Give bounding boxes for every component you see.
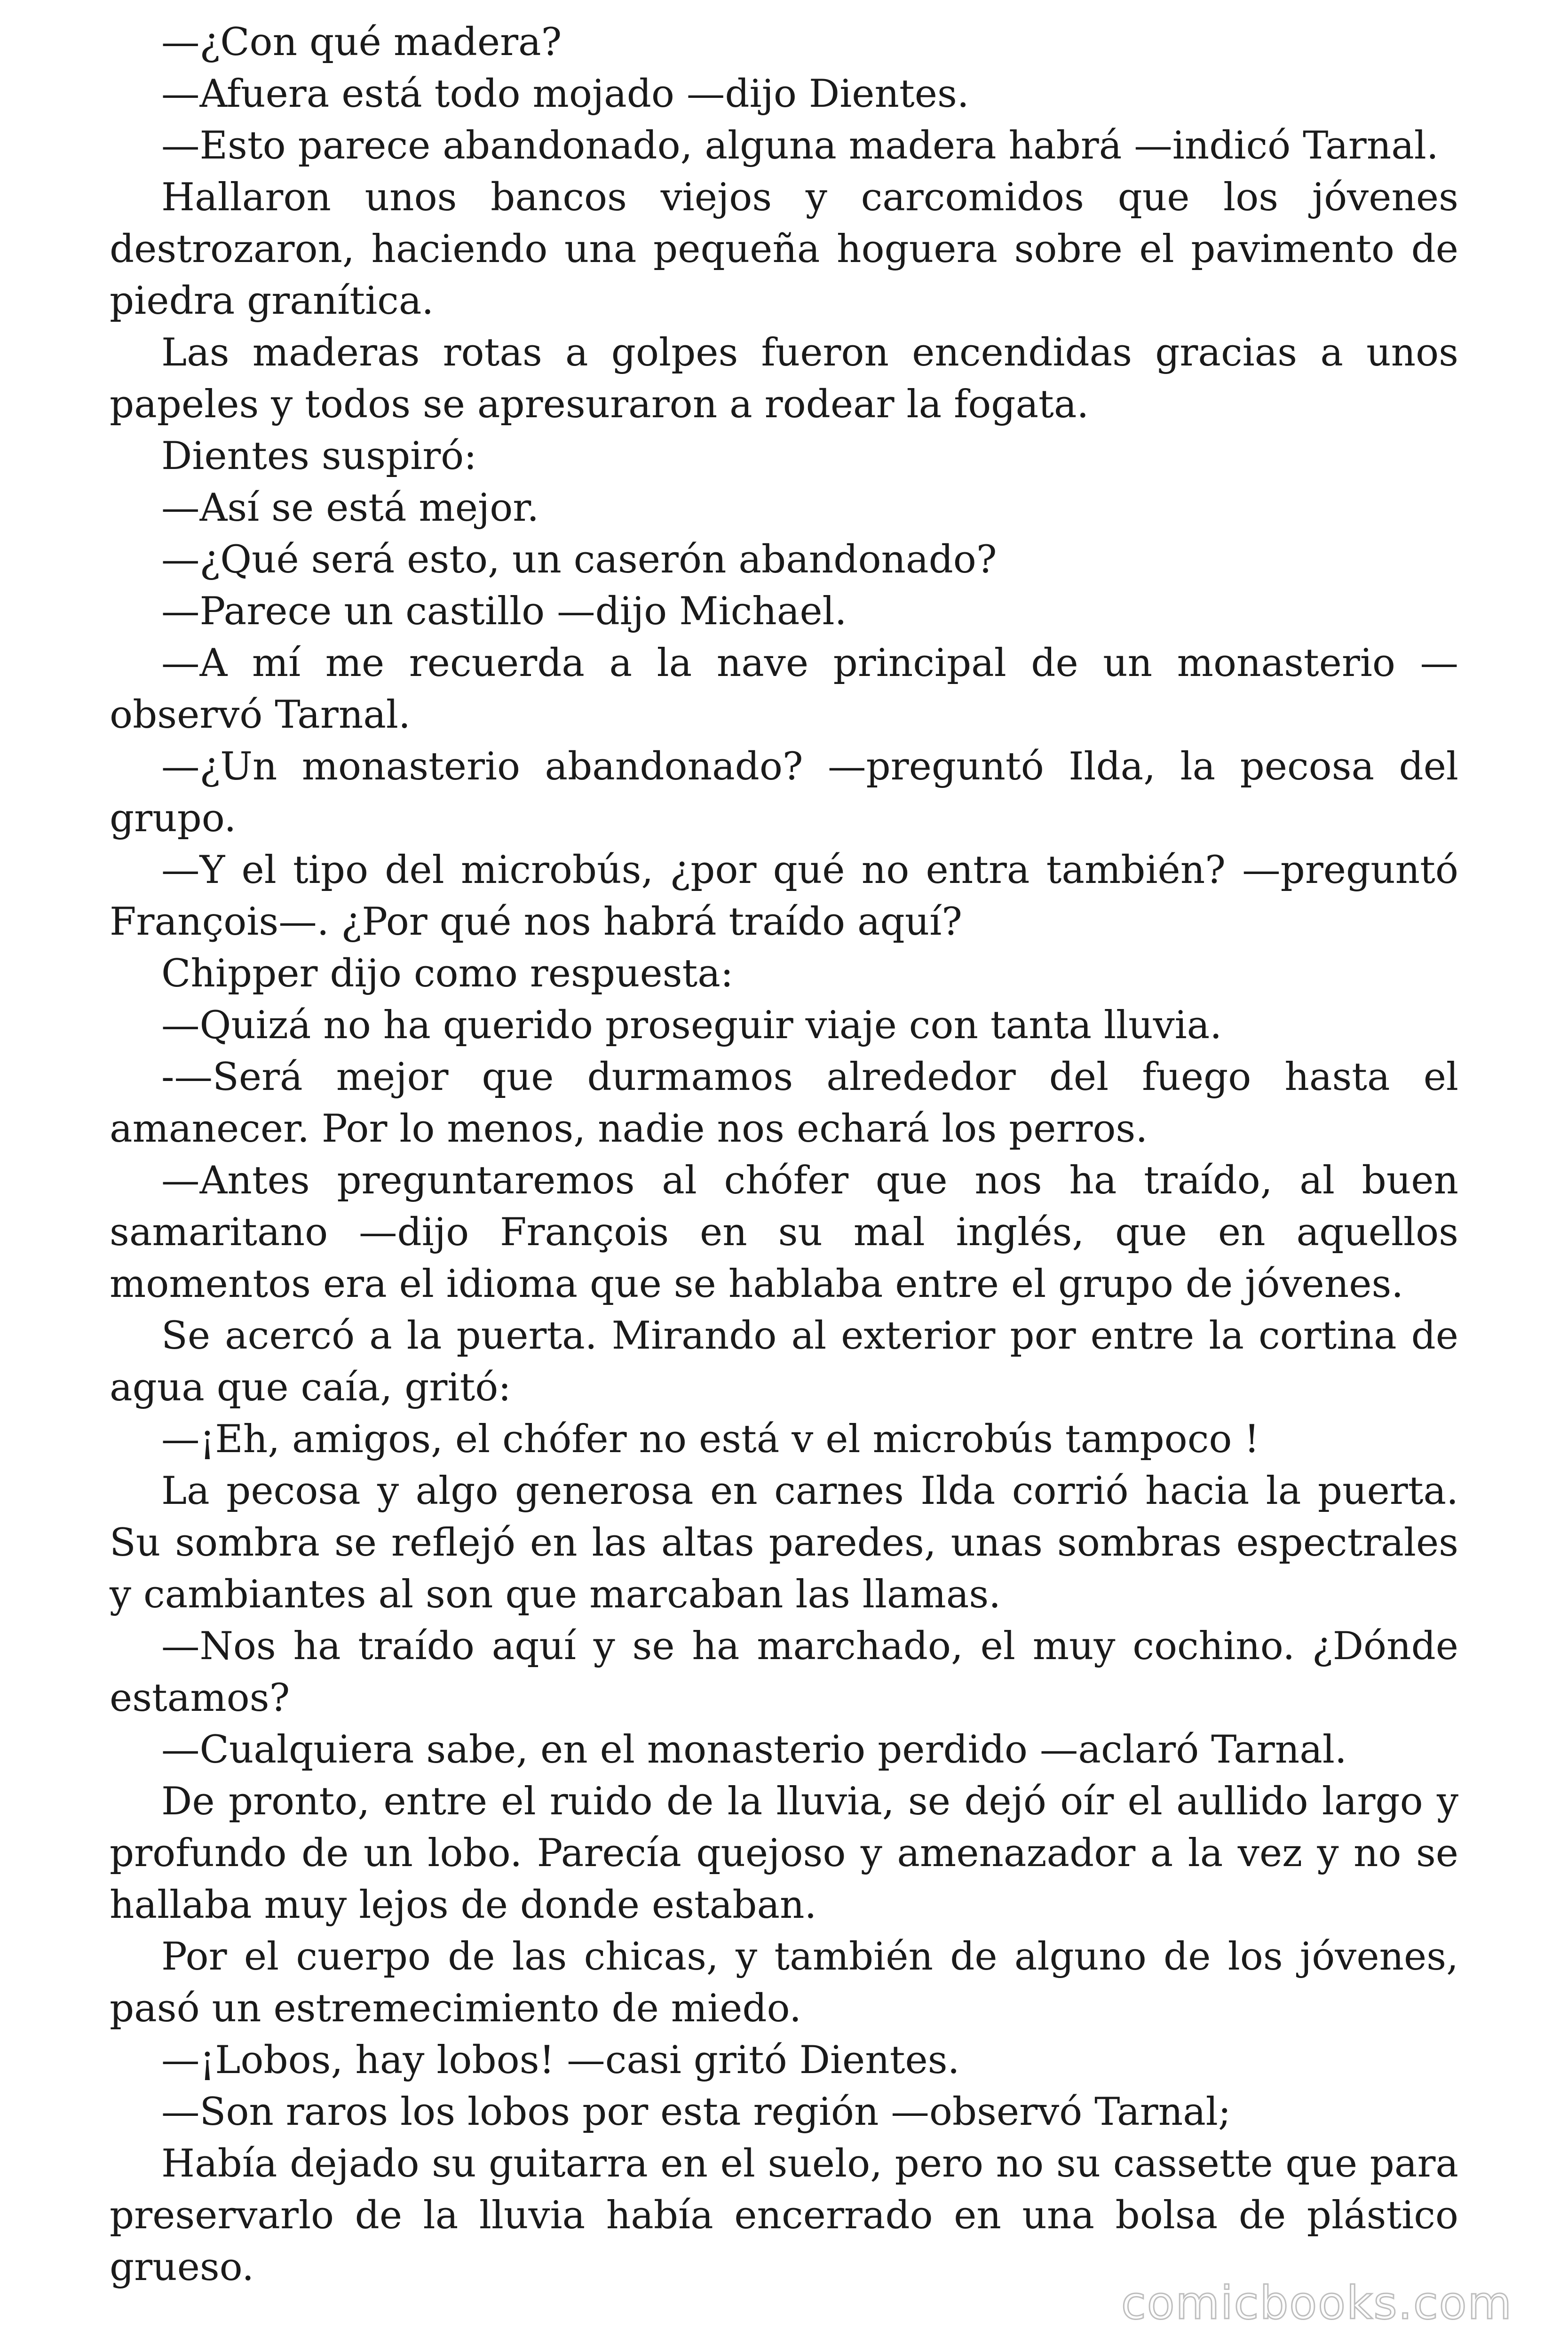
paragraph: Hallaron unos bancos viejos y carcomidos que los jóvenes destrozaron, haciendo una pequeña hoguera sobre el pavimento de piedra granítica. (110, 175, 1458, 323)
paragraph: De pronto, entre el ruido de la lluvia, se dejó oír el aullido largo y profundo de un lobo. Parecía quejoso y amenazador a la vez y no se hallaba muy lejos de donde estaban. (110, 1779, 1458, 1927)
paragraph: —A mí me recuerda a la nave principal de un monasterio —observó Tarnal. (110, 641, 1458, 737)
paragraph: Las maderas rotas a golpes fueron encendidas gracias a unos papeles y todos se apresuraron a rodear la fogata. (110, 330, 1458, 427)
watermark: comicbooks.com (1121, 2277, 1513, 2329)
paragraph: —Esto parece abandonado, alguna madera habrá —indicó Tarnal. (161, 123, 1439, 168)
paragraph: —Y el tipo del microbús, ¿por qué no entra también? —preguntó François—. ¿Por qué nos habrá traído aquí? (110, 848, 1458, 944)
paragraph: —Cualquiera sabe, en el monasterio perdido —aclaró Tarnal. (161, 1727, 1347, 1772)
paragraph: —Parece un castillo —dijo Michael. (161, 589, 847, 634)
paragraph: —Así se está mejor. (161, 485, 539, 530)
paragraph: Dientes suspiró: (161, 434, 477, 478)
paragraph: —Nos ha traído aquí y se ha marchado, el muy cochino. ¿Dónde estamos? (110, 1624, 1458, 1720)
paragraph: La pecosa y algo generosa en carnes Ilda corrió hacia la puerta. Su sombra se reflejó en las altas paredes, unas sombras espectrales y cambiantes al son que marcaban las llamas. (110, 1469, 1458, 1617)
paragraph: —Quizá no ha querido proseguir viaje con tanta lluvia. (161, 1003, 1222, 1048)
paragraph: —¿Un monasterio abandonado? —preguntó Ilda, la pecosa del grupo. (110, 744, 1458, 841)
paragraph: Por el cuerpo de las chicas, y también de alguno de los jóvenes, pasó un estremecimiento de miedo. (110, 1934, 1458, 2031)
paragraph: —¡Eh, amigos, el chófer no está v el microbús tampoco ! (161, 1417, 1260, 1462)
paragraph: -—Será mejor que durmamos alrededor del fuego hasta el amanecer. Por lo menos, nadie nos echará los perros. (110, 1055, 1458, 1151)
paragraph: —Afuera está todo mojado —dijo Dientes. (161, 72, 969, 116)
paragraph: Había dejado su guitarra en el suelo, pero no su cassette que para preservarlo de la lluvia había encerrado en una bolsa de plástico grueso. (110, 2141, 1458, 2289)
paragraph: —Son raros los lobos por esta región —observó Tarnal; (161, 2090, 1231, 2134)
paragraph: —¡Lobos, hay lobos! —casi gritó Dientes. (161, 2038, 960, 2082)
paragraph: —¿Con qué madera? (161, 20, 562, 64)
paragraph: —Antes preguntaremos al chófer que nos ha traído, al buen samaritano —dijo François en su mal inglés, que en aquellos momentos era el idioma que se hablaba entre el grupo de jóvenes. (110, 1158, 1458, 1306)
paragraph: Chipper dijo como respuesta: (161, 951, 734, 996)
body-text (110, 16, 1458, 2293)
paragraph: —¿Qué será esto, un caserón abandonado? (161, 537, 997, 582)
paragraph: Se acercó a la puerta. Mirando al exterior por entre la cortina de agua que caía, gritó: (110, 1313, 1458, 1410)
